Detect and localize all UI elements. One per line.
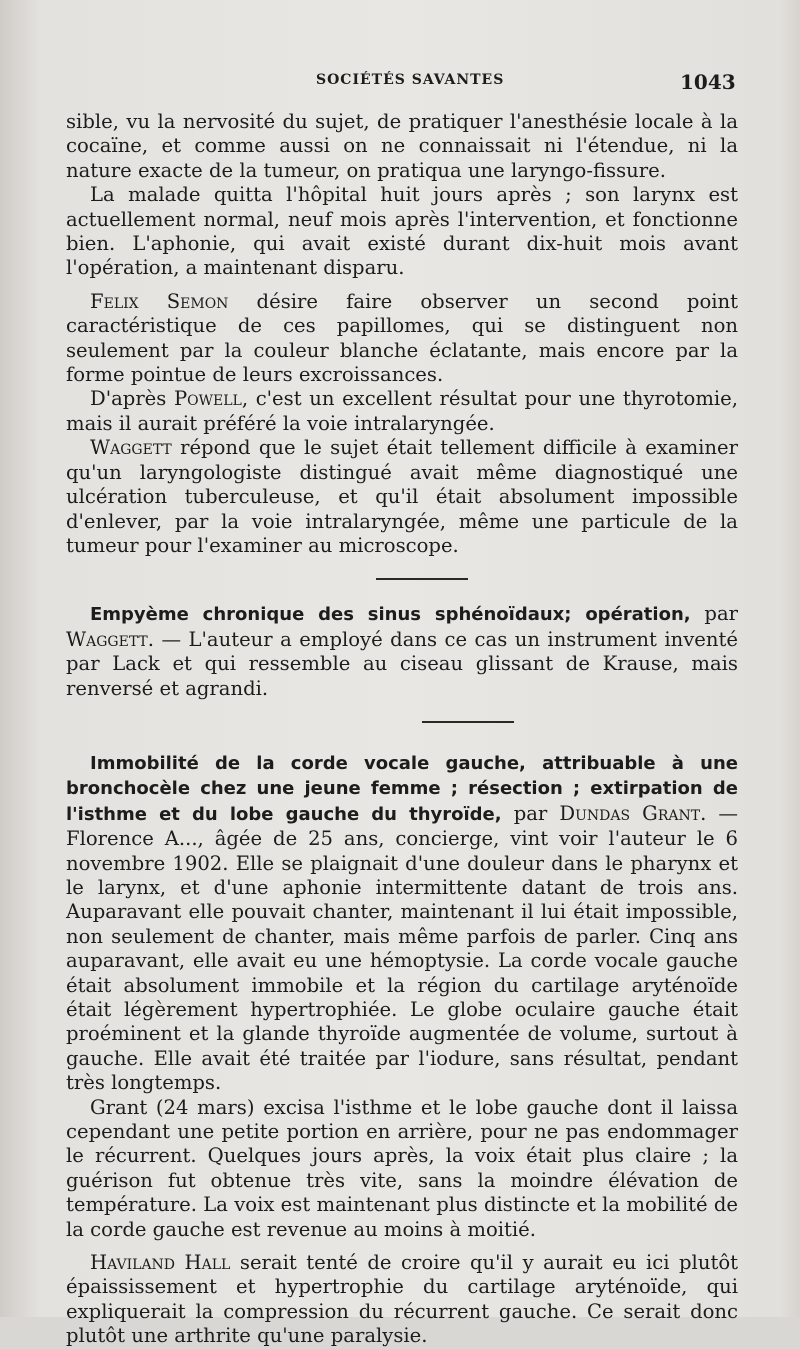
byline-par: par: [690, 602, 738, 626]
paragraph-text: serait tenté de croire qu'il y aurait eu ici plutôt épaississement et hypertrophie du cartilage aryténoïde, qui expliquerait la compression du récurrent gauche. Ce serait donc plutôt une arthrite qu'une paralysie.: [66, 1251, 738, 1348]
author-name: Haviland Hall: [90, 1251, 231, 1275]
author-name: Felix Semon: [90, 289, 229, 313]
paragraph: sible, vu la nervosité du sujet, de pratiquer l'anesthésie locale à la cocaïne, et comme aussi on ne connaissait ni l'étendue, ni la nature exacte de la tumeur, on pratiqua une laryngo-fissure.: [66, 110, 738, 182]
paragraph-text: désire faire observer un second point caractéristique de ces papillomes, qui se distinguent non seulement par la couleur blanche éclatante, mais encore par la forme pointue de leurs excroissances.: [66, 289, 739, 387]
paragraph: [66, 436, 738, 558]
body-text: [66, 110, 738, 1349]
running-title: SOCIÉTÉS SAVANTES: [316, 72, 505, 88]
paragraph-text: . — L'auteur a employé dans ce cas un instrument inventé par Lack et qui ressemble au ciseau glissant de Krause, mais renversé et agrandi.: [66, 627, 738, 700]
section-heading: Immobilité de la corde vocale gauche, attribuable à une bronchocèle chez une jeune femme ; résection ; extirpation de l'isthme et du lobe gauche du thyroïde,: [66, 752, 738, 825]
page-header: [0, 70, 800, 100]
paragraph-text: , c'est un excellent résultat pour une thyrotomie, mais il aurait préféré la voie intralaryngée.: [66, 387, 738, 435]
paragraph: [66, 1251, 738, 1349]
paragraph-text: . — Florence A..., âgée de 25 ans, concierge, vint voir l'auteur le 6 novembre 1902. Elle se plaignait d'une douleur dans le pharynx et le larynx, et d'une aphonie intermittente datant de trois ans. Auparavant elle pouvait chanter, maintenant il lui était impossible, non seulement de chanter, mais même parfois de parler. Cinq ans auparavant, elle avait eu une hémoptysie. La corde vocale gauche était absolument immobile et la région du cartilage aryténoïde était légèrement hypertrophiée. Le globe oculaire gauche était proéminent et la glande thyroïde augmentée de volume, surtout à gauche. Elle avait été traitée par l'iodure, sans résultat, pendant très longtemps.: [66, 801, 738, 1095]
byline-par: par: [501, 801, 560, 825]
paragraph: Grant (24 mars) excisa l'isthme et le lobe gauche dont il laissa cependant une petite portion en arrière, pour ne pas endommager le récurrent. Quelques jours après, la voix était plus claire ; la guérison fut obtenue très vite, sans la moindre élévation de température. La voix est maintenant plus distincte et la mobilité de la corde gauche est revenue au moins à moitié.: [66, 1095, 738, 1241]
section-heading: Empyème chronique des sinus sphénoïdaux; opération,: [90, 604, 691, 626]
paragraph: La malade quitta l'hôpital huit jours après ; son larynx est actuellement normal, neuf mois après l'intervention, et fonctionne bien. L'aphonie, qui avait existé durant dix-huit mois avant l'opération, a maintenant disparu.: [66, 183, 738, 280]
section-paragraph: [66, 602, 738, 701]
paragraph: [66, 387, 738, 436]
section-divider: [422, 721, 514, 723]
section-divider: [376, 578, 468, 580]
paragraph: [66, 290, 738, 388]
author-name: Waggett: [66, 627, 148, 651]
author-name: Waggett: [90, 436, 172, 460]
paragraph-text: répond que le sujet était tellement difficile à examiner qu'un laryngologiste distingué avait même diagnostiqué une ulcération tuberculeuse, et qu'il était absolument impossible d'enlever, par la voie intralaryngée, même une particule de la tumeur pour l'examiner au microscope.: [66, 436, 738, 557]
paragraph-lead: D'après: [90, 387, 174, 411]
author-name: Dundas Grant: [559, 801, 701, 825]
author-name: Powell: [173, 387, 242, 411]
page-number: 1043: [680, 70, 736, 94]
section-paragraph: [66, 751, 738, 1096]
